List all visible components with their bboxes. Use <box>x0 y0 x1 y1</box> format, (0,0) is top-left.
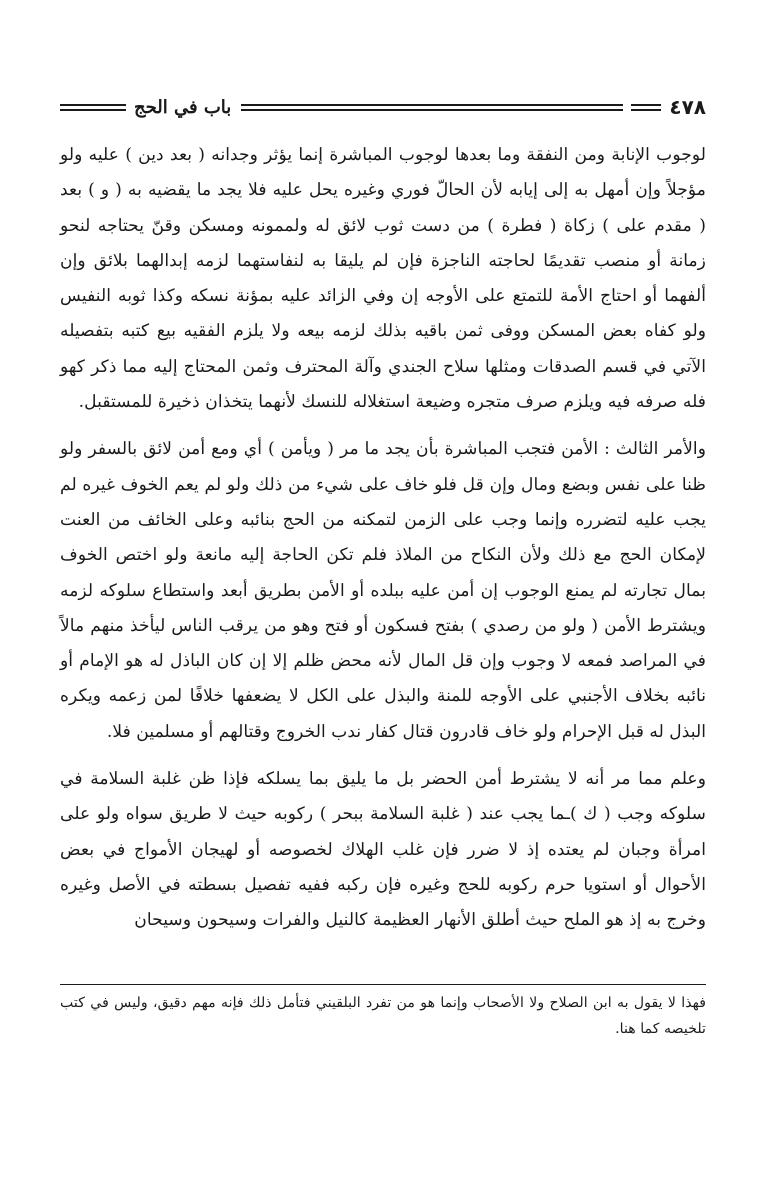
paragraph: وعلم مما مر أنه لا يشترط أمن الحضر بل ما يليق بما يسلكه فإذا ظن غلبة السلامة في سلوكه وجب ( ك )ـما يجب عند ( غلبة السلامة ببحر ) ركوبه حيث لا طريق سواه ولو على امرأة وجبان لم يعتده إذ لا ضرر فإن غلب الهلاك لخصوصه أو لهيجان الأمواج في بعض الأحوال أو استويا حرم ركوبه للحج وغيره فإن ركبه ففيه تفصيل بسطته في الأصل وغيره وخرج به إذ هو الملح حيث أطلق الأنهار العظيمة كالنيل والفرات وسيحون وسيحان <box>60 769 706 931</box>
paragraph: لوجوب الإنابة ومن النفقة وما بعدها لوجوب المباشرة إنما يؤثر وجدانه ( بعد دين ) عليه ولو مؤجلاً وإن أمهل به إلى إيابه لأن الحالّ فوري وغيره يحل عليه فلا يجد ما يقضيه به ( و ) بعد ( مقدم على ) زكاة ( فطرة ) من دست ثوب لائق له ولممونه ومسكن وقنّ يحتاجه لنحو زمانة أو منصب تقديمًا لحاجته الناجزة فإن لم يليقا به لنفاستهما لزمه إبدالهما بلائق وإن ألفهما أو احتاج الأمة للتمتع على الأوجه إن وفي الزائد عليه بمؤنة نسكه وكذا ثوبه النفيس ولو كفاه بعض المسكن ووفى ثمن باقيه بذلك لزمه بيعه ولا يلزم الفقيه بيع كتبه بتفصيله الآتي في قسم الصدقات ومثلها سلاح الجندي وآلة المحترف وثمن المحتاج إليه مما ذكر كهو فله صرفه فيه ويلزم صرف متجره وضيعة استغلاله للنسك لأنهما يتخذان ذخيرة للمستقبل. <box>60 145 706 413</box>
footnote-separator <box>60 984 706 985</box>
page-number: ٤٧٨ <box>669 95 706 119</box>
book-page <box>60 0 706 1181</box>
footnote-text: فهذا لا يقول به ابن الصلاح ولا الأصحاب وإنما هو من تفرد البلقيني فتأمل ذلك فإنه مهم دقيق، وليس في كتب تلخيصه كما هنا. <box>60 995 706 1037</box>
main-text <box>60 138 706 939</box>
chapter-title: باب في الحج <box>134 96 232 118</box>
running-header <box>60 90 706 124</box>
header-rule-long <box>241 104 623 111</box>
header-rule-short <box>631 104 661 111</box>
paragraph: والأمر الثالث : الأمن فتجب المباشرة بأن يجد ما مر ( ويأمن ) أي ومع أمن لائق بالسفر ولو ظنا على نفس وبضع ومال وإن قل فلو خاف على شيء من ذلك ولو لم يعم الخوف غيره لم يجب عليه لتضرره وإنما وجب على الزمن لتمكنه من الحج بنائبه وعلى الخائف من العنت لإمكان الحج مع ذلك ولأن النكاح من الملاذ فلم تكن الحاجة إليه مانعة ولو اختص الخوف بمال تجارته لم يمنع الوجوب إن أمن عليه ببلده أو الأمن بطريق أبعد واستطاع سلوكه لزمه ويشترط الأمن ( ولو من رصدي ) بفتح فسكون أو فتح وهو من يرقب الناس ليأخذ منهم مالاً في المراصد فمعه لا وجوب وإن قل المال لأنه محض ظلم إلا إن كان الباذل له هو الإمام أو نائبه بخلاف الأجنبي على الأوجه للمنة والبذل على الكل لا يضعفها خلافًا لمن زعمه ويكره البذل له قبل الإحرام ولو خاف قادرون قتال كفار ندب الخروج وقتالهم أو مسلمين فلا. <box>60 439 706 742</box>
footnote <box>60 990 706 1042</box>
header-rule-end <box>60 104 126 111</box>
